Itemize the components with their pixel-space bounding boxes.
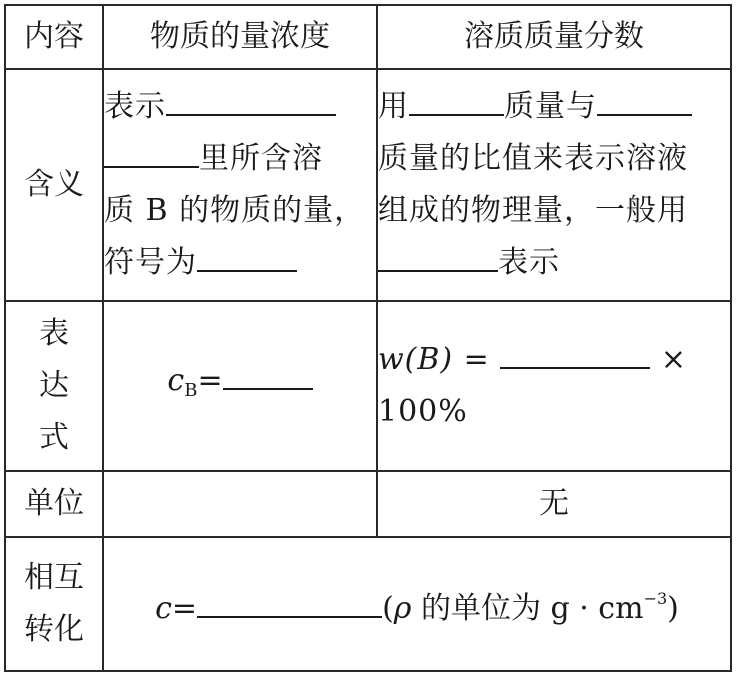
row-unit [5, 471, 731, 537]
conv-paren-close: ) [667, 591, 679, 626]
expression-molar-cell [103, 301, 377, 471]
w-b-eq: w(B) = [378, 342, 490, 377]
label-conversion-1: 相互 [24, 560, 84, 595]
row-meaning [5, 69, 731, 301]
meaning-molar-cell [103, 69, 377, 301]
conv-exp: −3 [643, 589, 668, 608]
blank-9 [197, 586, 382, 618]
meaning-molar-line3: 质 B 的物质的量， [104, 193, 366, 228]
header-mass-fraction: 溶质质量分数 [377, 5, 731, 69]
expression-fraction-line1 [378, 334, 730, 386]
meaning-fraction-line2: 质量的比值来表示溶液 [378, 141, 688, 176]
blank-3 [197, 240, 297, 272]
row-expression [5, 301, 731, 471]
meaning-fraction-cell [377, 69, 731, 301]
conversion-cell [103, 537, 731, 671]
blank-1 [166, 84, 336, 116]
expression-fraction-cell [377, 301, 731, 471]
conv-paren-open: ( [382, 591, 394, 626]
eq-sign: = [197, 363, 223, 398]
label-conversion-2: 转化 [24, 612, 84, 647]
var-c: c [167, 363, 185, 398]
meaning-molar-line4 [104, 237, 376, 289]
expression-fraction-line2: 100% [378, 394, 468, 429]
conv-var-c: c [155, 591, 172, 626]
concentration-table-container [4, 4, 730, 670]
blank-8 [500, 337, 650, 369]
sub-b: B [184, 380, 198, 401]
unit-fraction-cell: 无 [377, 471, 731, 537]
label-expression [5, 301, 103, 471]
meaning-molar-line1 [104, 81, 376, 133]
label-expression-2: 达 [39, 368, 69, 403]
label-unit: 单位 [5, 471, 103, 537]
meaning-fraction-line4 [378, 237, 730, 289]
text-zhiliangyu: 质量与 [504, 89, 597, 124]
concentration-comparison-table [4, 4, 732, 672]
meaning-fraction-line3: 组成的物理量，一般用 [378, 193, 688, 228]
conv-eq: = [171, 591, 198, 626]
label-meaning: 含义 [5, 69, 103, 301]
header-row [5, 5, 731, 69]
times-sign: × [660, 342, 688, 377]
conv-rho: ρ [393, 591, 412, 626]
row-conversion [5, 537, 731, 671]
label-expression-1: 表 [39, 316, 69, 351]
text-biaoshi: 表示 [104, 89, 166, 124]
blank-6 [378, 240, 498, 272]
text-yong: 用 [378, 89, 409, 124]
text-biaoshi-2: 表示 [498, 245, 560, 280]
conv-note-text: 的单位为 g · cm [411, 591, 644, 626]
unit-molar-cell [103, 471, 377, 537]
text-fuhaowei: 符号为 [104, 245, 197, 280]
label-conversion [5, 537, 103, 671]
meaning-fraction-line1 [378, 81, 730, 133]
blank-5 [597, 84, 692, 116]
header-content: 内容 [5, 5, 103, 69]
blank-7 [223, 358, 313, 390]
header-molar-concentration: 物质的量浓度 [103, 5, 377, 69]
blank-4 [409, 84, 504, 116]
blank-2 [104, 136, 199, 168]
text-lisuohan: 里所含溶 [199, 141, 323, 176]
meaning-molar-line2 [104, 133, 376, 185]
label-expression-3: 式 [39, 420, 69, 455]
